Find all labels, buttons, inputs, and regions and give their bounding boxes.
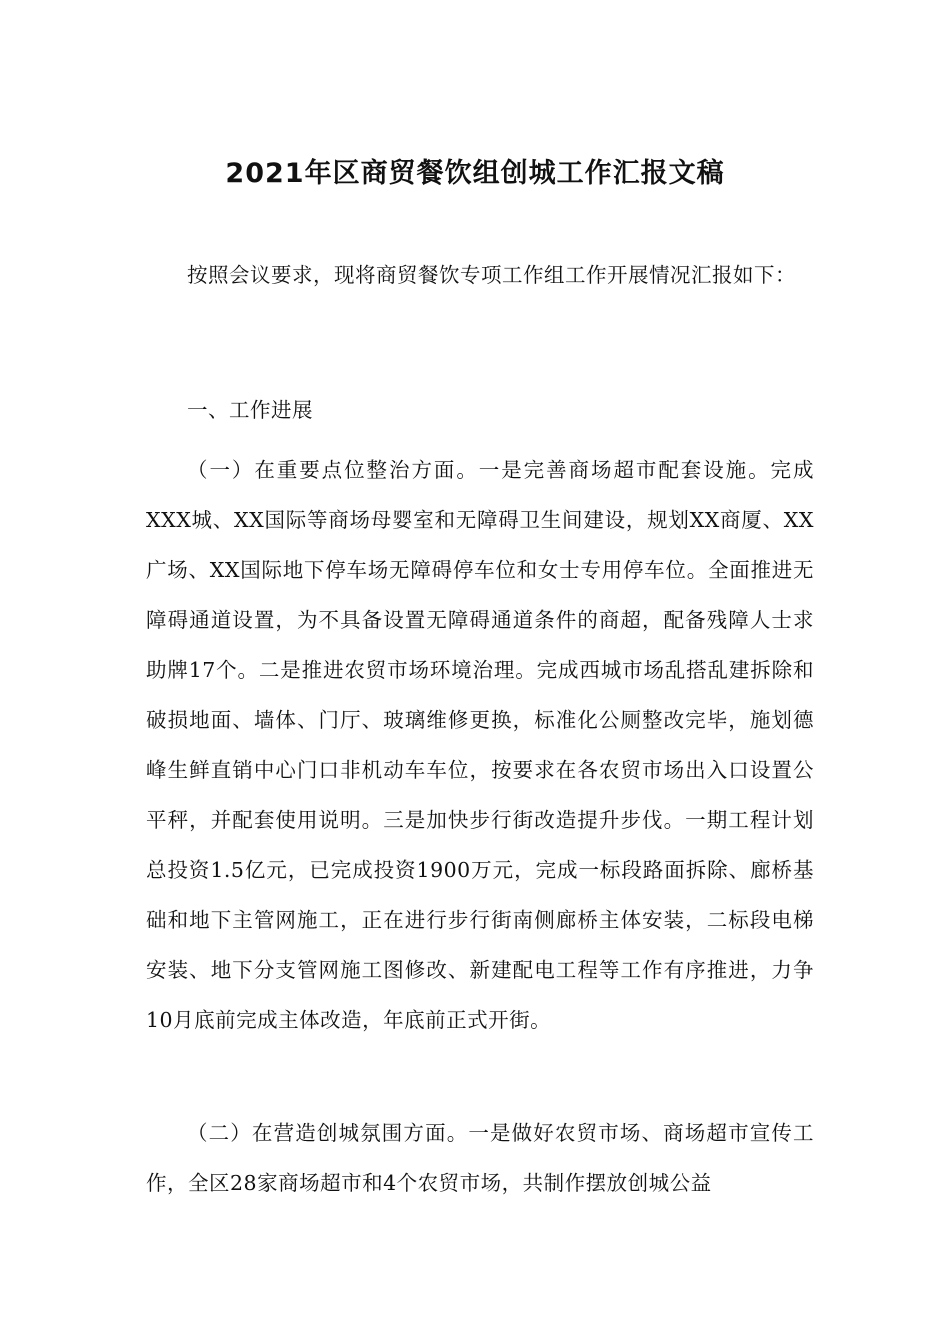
- intro-block: [146, 250, 814, 300]
- section-heading: 一、工作进展: [187, 398, 313, 422]
- paragraph-atmosphere: （二）在营造创城氛围方面。一是做好农贸市场、商场超市宣传工作，全区28家商场超市和4个农贸市场，共制作摆放创城公益: [146, 1121, 814, 1195]
- section-heading-block: [146, 385, 814, 435]
- section-2-block: [146, 1108, 814, 1208]
- paragraph-key-locations: （一）在重要点位整治方面。一是完善商场超市配套设施。完成XXX城、XX国际等商场母婴室和无障碍卫生间建设，规划XX商厦、XX广场、XX国际地下停车场无障碍停车位和女士专用停车位。全面推进无障碍通道设置，为不具备设置无障碍通道条件的商超，配备残障人士求助牌17个。二是推进农贸市场环境治理。完成西城市场乱搭乱建拆除和破损地面、墙体、门厅、玻璃维修更换，标准化公厕整改完毕，施划德峰生鲜直销中心门口非机动车车位，按要求在各农贸市场出入口设置公平秤，并配套使用说明。三是加快步行街改造提升步伐。一期工程计划总投资1.5亿元，已完成投资1900万元，完成一标段路面拆除、廊桥基础和地下主管网施工，正在进行步行街南侧廊桥主体安装，二标段电梯安装、地下分支管网施工图修改、新建配电工程等工作有序推进，力争10月底前完成主体改造，年底前正式开街。: [146, 458, 814, 1032]
- section-1-block: [146, 445, 814, 1045]
- intro-paragraph: 按照会议要求，现将商贸餐饮专项工作组工作开展情况汇报如下：: [187, 263, 796, 287]
- document-title: 2021年区商贸餐饮组创城工作汇报文稿: [225, 158, 725, 189]
